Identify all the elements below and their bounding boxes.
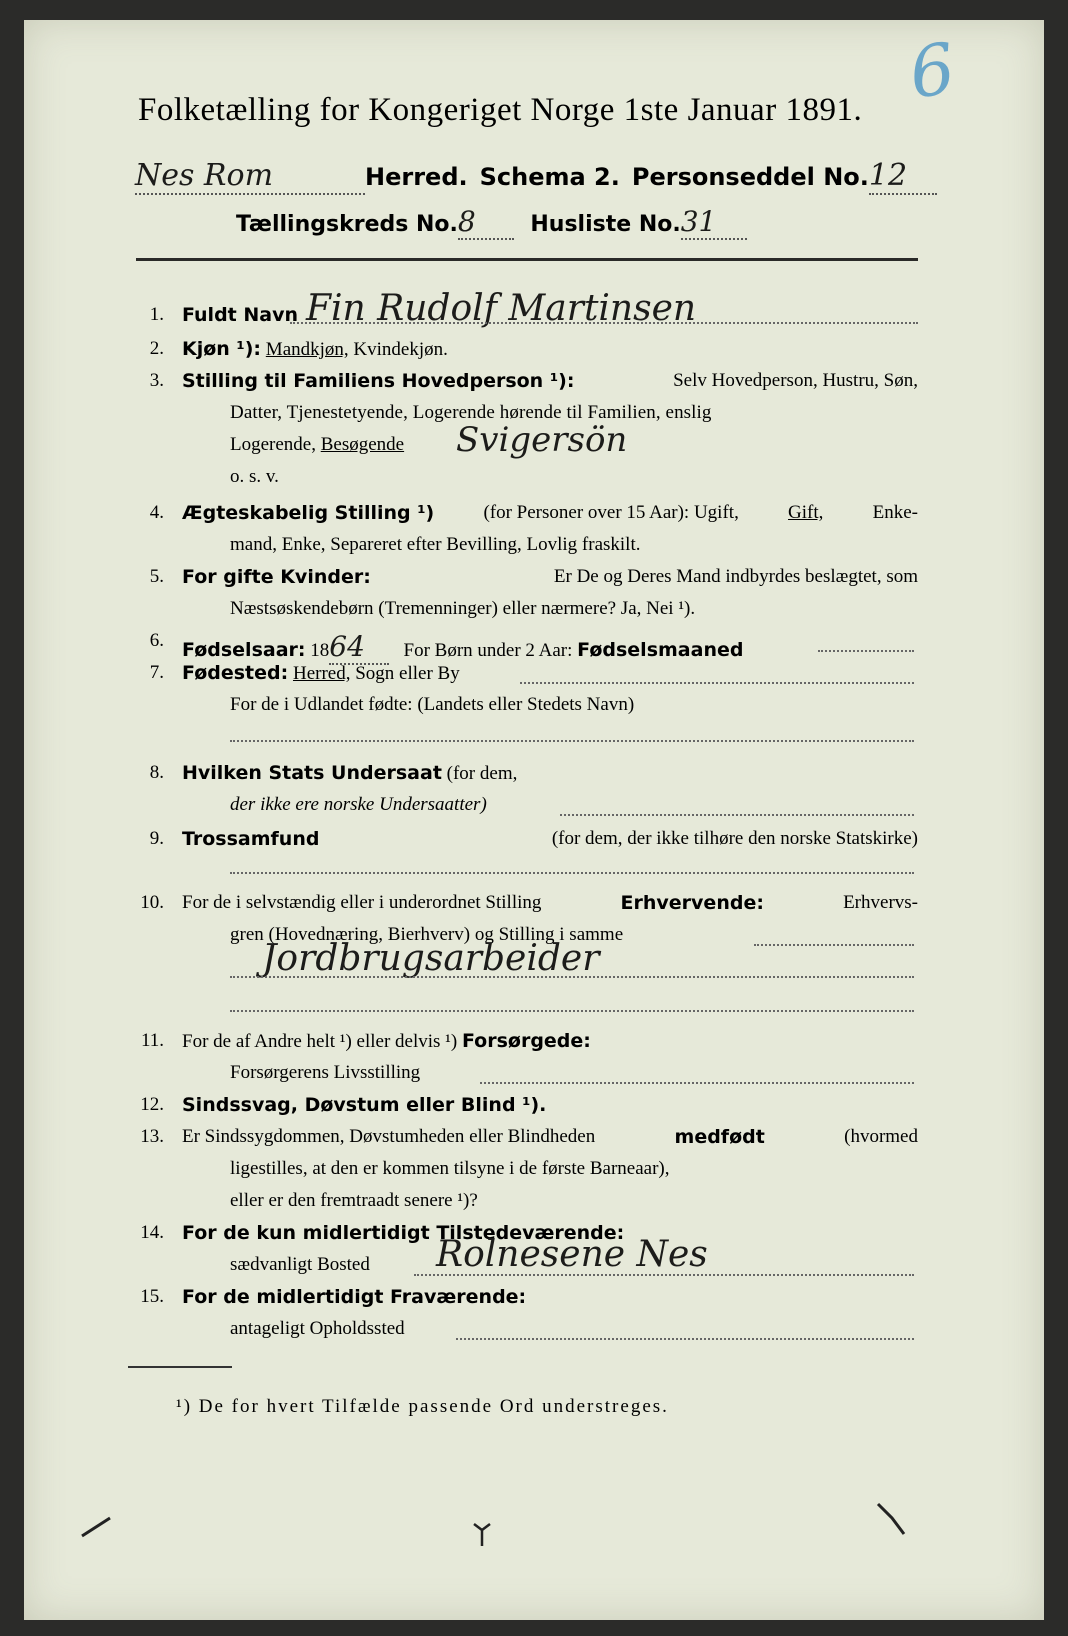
item-5-question: Er De og Deres Mand indbyrdes beslægtet, som	[553, 566, 918, 587]
item-7-number: 7.	[149, 662, 164, 683]
item-7-dotline	[520, 682, 914, 684]
item-6-rest-bold: Fødselsmaaned	[577, 639, 744, 661]
bottom-right-mark	[874, 1500, 910, 1540]
personseddel-value: 12	[869, 158, 937, 195]
item-5-number: 5.	[149, 566, 164, 587]
form-title: Folketælling for Kongeriget Norge 1ste Januar 1891.	[138, 92, 863, 128]
item-3-number: 3.	[149, 370, 164, 391]
item-3-line-3	[230, 434, 404, 456]
item-12-number: 12.	[140, 1094, 164, 1115]
item-6-dotline	[818, 650, 914, 652]
item-3-option-besogende: Besøgende	[320, 434, 405, 455]
item-10-dotline-3	[230, 1010, 914, 1012]
item-15-number: 15.	[140, 1286, 164, 1307]
item-3-answer: Svigersön	[456, 420, 628, 460]
herred-value: Nes Rom	[135, 158, 365, 195]
item-15-label: For de midlertidigt Fraværende:	[182, 1286, 527, 1308]
kreds-line	[236, 205, 747, 240]
item-13-end: (hvormed	[844, 1126, 918, 1147]
item-5-line-1	[182, 566, 918, 588]
kreds-label: Tællingskreds No.	[236, 212, 458, 237]
item-3-option-logerende: Logerende,	[230, 434, 316, 455]
bottom-left-mark	[80, 1510, 120, 1540]
item-9-dotline	[230, 872, 914, 874]
personseddel-label: Personseddel No.	[631, 163, 869, 191]
item-7-label: Fødested:	[182, 662, 289, 684]
husliste-value: 31	[681, 205, 747, 240]
item-10-answer: Jordbrugsarbeider	[262, 938, 600, 979]
item-15-dotline	[456, 1338, 914, 1340]
herred-line	[135, 158, 937, 195]
item-14-dotline	[414, 1274, 914, 1276]
item-8-rest: (for dem,	[446, 763, 518, 784]
kreds-value: 8	[458, 205, 514, 240]
item-5-label: For gifte Kvinder:	[182, 566, 371, 588]
item-5-line-2: Næstsøskendebørn (Tremenninger) eller nærmere? Ja, Nei ¹).	[230, 598, 696, 619]
item-11-number: 11.	[140, 1030, 164, 1051]
item-11-line-1	[182, 1030, 591, 1053]
item-10-bold: Erhvervende:	[620, 892, 764, 914]
item-10-text: For de i selvstændig eller i underordnet Stilling	[182, 892, 542, 913]
item-6-rest: For Børn under 2 Aar:	[403, 640, 573, 661]
item-4-line-2: mand, Enke, Separeret efter Bevilling, Lovlig fraskilt.	[230, 534, 641, 555]
item-7-option-herred: Herred,	[292, 663, 351, 684]
item-4-options: (for Personer over 15 Aar): Ugift,	[483, 502, 739, 523]
item-11-text: For de af Andre helt ¹) eller delvis ¹)	[182, 1031, 458, 1052]
item-11-line-2: Forsørgerens Livsstilling	[230, 1062, 421, 1083]
item-14-answer: Rolnesene Nes	[436, 1234, 708, 1275]
item-8-label: Hvilken Stats Undersaat	[182, 762, 442, 784]
item-15-line-2: antageligt Opholdssted	[230, 1318, 405, 1339]
item-10-end: Erhvervs-	[843, 892, 918, 913]
item-10-line-2: gren (Hovednæring, Bierhverv) og Stilling i samme	[230, 924, 624, 945]
footnote: ¹) De for hvert Tilfælde passende Ord understreges.	[176, 1396, 669, 1417]
item-1-answer: Fin Rudolf Martinsen	[306, 288, 697, 329]
item-2-option-female: Kvindekjøn.	[353, 339, 448, 360]
item-3-osv: o. s. v.	[230, 466, 279, 487]
item-7-rest: Sogn eller By	[355, 663, 460, 684]
item-2-number: 2.	[149, 338, 164, 359]
corner-number: 6	[904, 27, 961, 115]
item-10-dotline-2	[230, 976, 914, 978]
item-2	[182, 338, 448, 361]
item-13-bold: medfødt	[674, 1126, 765, 1148]
item-13-number: 13.	[140, 1126, 164, 1147]
item-1	[182, 304, 298, 327]
item-6-label: Fødselsaar:	[182, 639, 306, 661]
item-10-line-1	[182, 892, 918, 914]
item-10-number: 10.	[140, 892, 164, 913]
item-9-line-1	[182, 828, 918, 850]
item-11-dotline	[480, 1082, 914, 1084]
schema-label: Schema 2.	[479, 163, 620, 191]
item-6-prefix: 18	[310, 640, 330, 661]
item-6	[182, 630, 743, 665]
item-4-option-gift: Gift,	[788, 502, 824, 523]
item-13-line-3: eller er den fremtraadt senere ¹)?	[230, 1190, 478, 1211]
husliste-label: Husliste No.	[530, 212, 681, 237]
item-8-line-1	[182, 762, 517, 785]
item-4-option-enke: Enke-	[872, 502, 918, 523]
header-rule	[136, 258, 918, 261]
item-10-dotline-1	[754, 944, 914, 946]
item-14-line-2: sædvanligt Bosted	[230, 1254, 370, 1275]
item-13-line-1	[182, 1126, 918, 1148]
footnote-rule	[128, 1366, 232, 1368]
herred-label: Herred.	[365, 163, 468, 191]
item-12-label: Sindssvag, Døvstum eller Blind ¹).	[182, 1094, 547, 1116]
item-1-dotline	[290, 322, 918, 324]
bottom-center-mark	[470, 1520, 494, 1550]
item-4-number: 4.	[149, 502, 164, 523]
item-9-rest: (for dem, der ikke tilhøre den norske Statskirke)	[551, 828, 918, 849]
item-7-line-2: For de i Udlandet fødte: (Landets eller Stedets Navn)	[230, 694, 635, 715]
item-2-label: Kjøn ¹):	[182, 338, 262, 360]
item-14-number: 14.	[140, 1222, 164, 1243]
item-14-label: For de kun midlertidigt Tilstedeværende:	[182, 1222, 625, 1244]
item-7-dotline-2	[230, 740, 914, 742]
item-9-label: Trossamfund	[182, 828, 320, 850]
item-4-label: Ægteskabelig Stilling ¹)	[182, 502, 435, 524]
item-8-line-2: der ikke ere norske Undersaatter)	[230, 794, 487, 815]
item-3-label: Stilling til Familiens Hovedperson ¹):	[182, 370, 575, 392]
item-7-line-1	[182, 662, 460, 685]
item-3-options-1: Selv Hovedperson, Hustru, Søn,	[673, 370, 918, 391]
item-1-number: 1.	[149, 304, 164, 325]
item-6-answer: 64	[329, 630, 389, 665]
item-6-number: 6.	[149, 630, 164, 651]
item-8-dotline	[560, 814, 914, 816]
item-13-line-2: ligestilles, at den er kommen tilsyne i de første Barneaar),	[230, 1158, 670, 1179]
item-3-options-2: Datter, Tjenestetyende, Logerende hørende til Familien, enslig	[230, 402, 712, 423]
item-2-option-male: Mandkjøn,	[265, 339, 349, 360]
item-3-line-1	[182, 370, 918, 392]
item-9-number: 9.	[149, 828, 164, 849]
item-1-label: Fuldt Navn	[182, 304, 299, 326]
item-8-number: 8.	[149, 762, 164, 783]
item-13-text: Er Sindssygdommen, Døvstumheden eller Blindheden	[182, 1126, 596, 1147]
item-11-bold: Forsørgede:	[461, 1030, 591, 1052]
item-4-line-1	[182, 502, 918, 524]
